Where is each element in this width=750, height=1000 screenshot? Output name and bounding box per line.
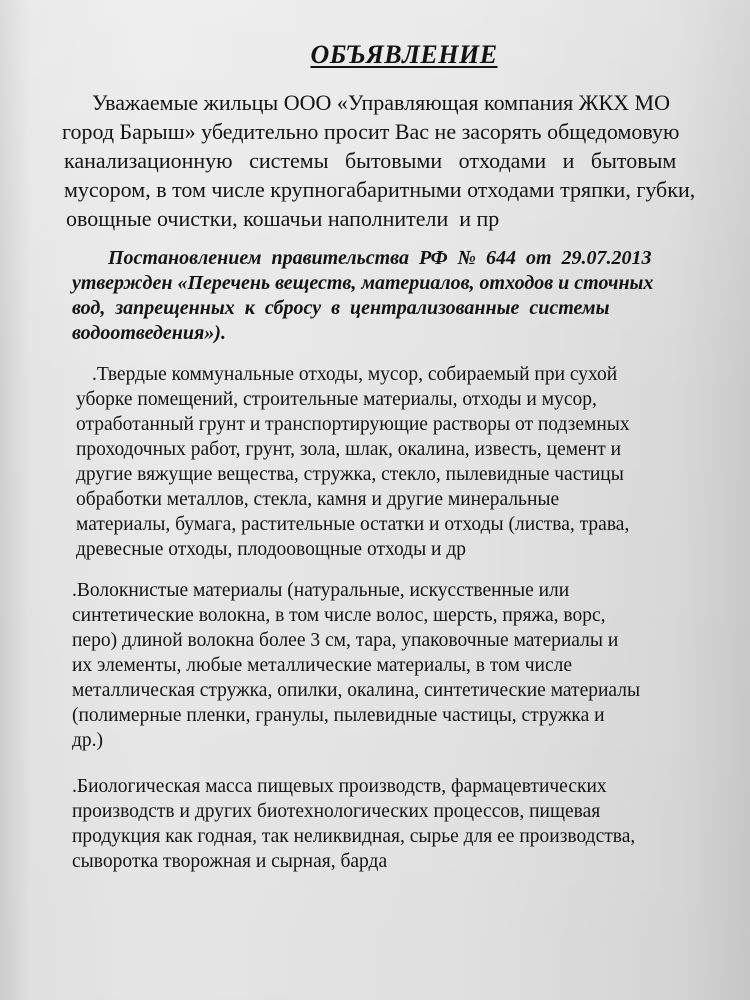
fiber-line: .Волокнистые материалы (натуральные, искусственные или [72,580,570,601]
fiber-line: их элементы, любые металлические материалы, в том числе [72,655,572,676]
solid-waste-line: проходочных работ, грунт, зола, шлак, окалина, известь, цемент и [76,439,622,460]
solid-waste-line: древесные отходы, плодоовощные отходы и др [76,539,467,560]
solid-waste-line: материалы, бумага, растительные остатки и отходы (листва, трава, [76,514,630,535]
fiber-line: синтетические волокна, в том числе волос, шерсть, пряжа, ворс, [72,605,606,626]
notice-title: ОБЪЯВЛЕНИЕ [310,40,498,69]
solid-waste-line: обработки металлов, стекла, камня и другие минеральные [76,489,560,510]
decree-line: вод, запрещенных к сбросу в централизованные системы [72,297,610,319]
decree-line: Постановлением правительства РФ № 644 от 29.07.2013 [108,247,652,269]
solid-waste-line: отработанный грунт и транспортирующие растворы от подземных [76,414,630,435]
fiber-line: др.) [72,730,104,751]
bio-line: сыворотка творожная и сырная, барда [72,851,388,872]
intro-line: овощные очистки, кошачьи наполнители и пр [66,206,500,231]
intro-line: канализационную системы бытовыми отходами и бытовым [64,148,677,173]
solid-waste-line: уборке помещений, строительные материалы, отходы и мусор, [76,389,597,410]
fiber-line: (полимерные пленки, гранулы, пылевидные частицы, стружка и [72,705,605,726]
intro-line: мусором, в том числе крупногабаритными отходами тряпки, губки, [64,177,696,202]
bio-line: .Биологическая масса пищевых производств, фармацевтических [72,776,607,797]
decree-line: водоотведения»). [72,322,226,344]
fiber-line: перо) длиной волокна более 3 см, тара, упаковочные материалы и [72,630,619,651]
decree-line: утвержден «Перечень веществ, материалов, отходов и сточных [72,272,654,294]
bio-line: производств и других биотехнологических процессов, пищевая [72,801,601,822]
solid-waste-line: другие вяжущие вещества, стружка, стекло, пылевидные частицы [76,464,624,485]
fiber-line: металлическая стружка, опилки, окалина, синтетические материалы [72,680,641,701]
intro-line: Уважаемые жильцы ООО «Управляющая компания ЖКХ МО [92,90,670,115]
solid-waste-line: .Твердые коммунальные отходы, мусор, собираемый при сухой [92,364,618,385]
bio-line: продукция как годная, так неликвидная, сырье для ее производства, [72,826,636,847]
intro-line: город Барыш» убедительно просит Вас не засорять общедомовую [62,119,680,144]
